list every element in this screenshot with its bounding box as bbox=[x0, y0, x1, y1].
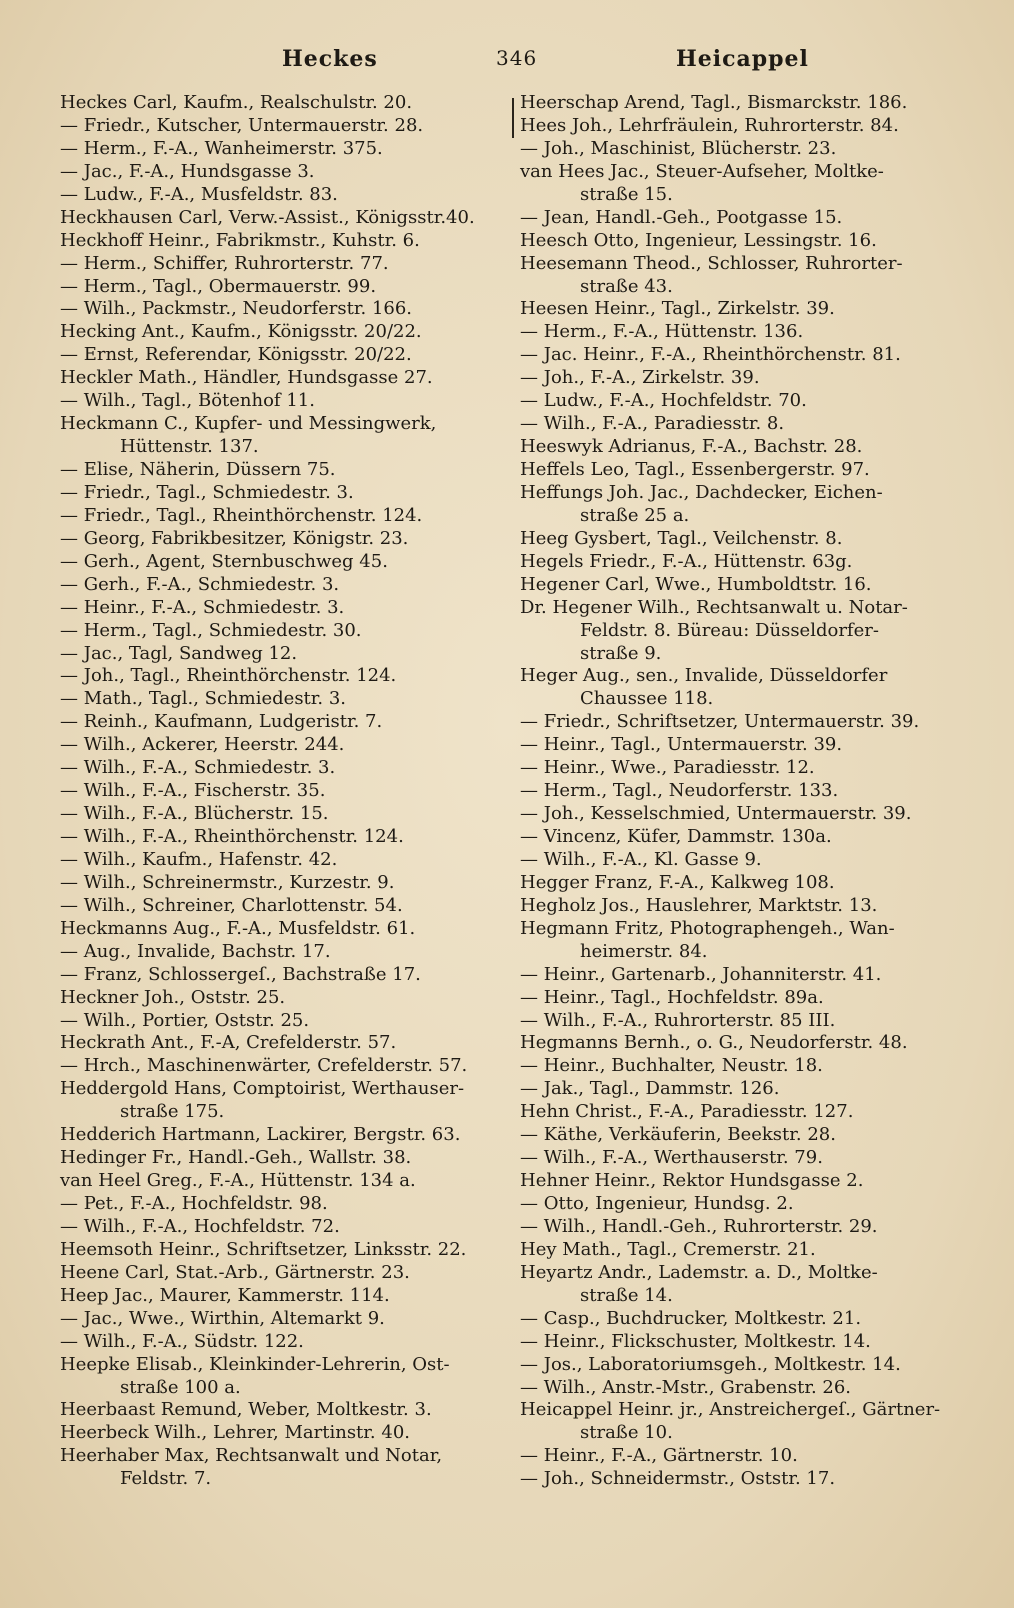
directory-entry-continuation: straße 175. bbox=[120, 1101, 225, 1123]
directory-entry: — Joh., Tagl., Rheinthörchenstr. 124. bbox=[60, 665, 397, 687]
left-column bbox=[60, 92, 490, 1491]
directory-entry: Hedinger Fr., Handl.-Geh., Wallstr. 38. bbox=[60, 1147, 412, 1169]
directory-entry: Heemsoth Heinr., Schriftsetzer, Linksstr. 22. bbox=[60, 1238, 467, 1260]
directory-entry: — Reinh., Kaufmann, Ludgeristr. 7. bbox=[60, 711, 383, 733]
directory-entry-continuation: straße 25 a. bbox=[580, 504, 690, 526]
directory-entry: — Jean, Handl.-Geh., Pootgasse 15. bbox=[520, 206, 843, 228]
directory-entry: — Jos., Laboratoriumsgeh., Moltkestr. 14. bbox=[520, 1353, 901, 1375]
directory-entry: Heffels Leo, Tagl., Essenbergerstr. 97. bbox=[520, 459, 870, 480]
directory-entry: Hegholz Jos., Hauslehrer, Marktstr. 13. bbox=[520, 894, 878, 916]
directory-entry: — Jac. Heinr., F.-A., Rheinthörchenstr. 81. bbox=[520, 344, 901, 366]
directory-entry: — Wilh., Ackerer, Heerstr. 244. bbox=[60, 734, 345, 756]
directory-entry: Heerbaast Remund, Weber, Moltkestr. 3. bbox=[60, 1399, 432, 1421]
directory-entry: — Heinr., Tagl., Untermauerstr. 39. bbox=[520, 734, 843, 756]
directory-entry: — Herm., F.-A., Hüttenstr. 136. bbox=[520, 321, 804, 343]
directory-entry: Hehn Christ., F.-A., Paradiesstr. 127. bbox=[520, 1101, 854, 1123]
directory-entry: — Herm., Tagl., Neudorferstr. 133. bbox=[520, 780, 839, 802]
directory-entry: — Wilh., Anstr.-Mstr., Grabenstr. 26. bbox=[520, 1376, 852, 1398]
directory-entry: — Wilh., F.-A., Werthauserstr. 79. bbox=[520, 1147, 823, 1169]
page-header bbox=[0, 46, 1014, 80]
directory-entry: — Herm., Tagl., Obermauerstr. 99. bbox=[60, 275, 377, 297]
directory-entry: Heep Jac., Maurer, Kammerstr. 114. bbox=[60, 1284, 390, 1306]
directory-entry: — Heinr., Gartenarb., Johanniterstr. 41. bbox=[520, 963, 882, 985]
directory-entry: — Wilh., F.-A., Schmiedestr. 3. bbox=[60, 757, 336, 779]
directory-entry: Heeg Gysbert, Tagl., Veilchenstr. 8. bbox=[520, 527, 843, 549]
directory-entry-continuation: Feldstr. 8. Büreau: Düsseldorfer- bbox=[580, 619, 879, 641]
directory-entry-continuation: straße 9. bbox=[580, 642, 662, 664]
directory-entry-continuation: heimerstr. 84. bbox=[580, 940, 708, 962]
directory-entry: — Herm., Schiffer, Ruhrorterstr. 77. bbox=[60, 252, 389, 274]
directory-entry: — Herm., Tagl., Schmiedestr. 30. bbox=[60, 619, 362, 641]
directory-entry: Heesemann Theod., Schlosser, Ruhrorter- bbox=[520, 252, 903, 274]
directory-entry-continuation: Feldstr. 7. bbox=[120, 1468, 212, 1490]
directory-entry: Hehner Heinr., Rektor Hundsgasse 2. bbox=[520, 1170, 864, 1192]
directory-entry: — Wilh., F.-A., Rheinthörchenstr. 124. bbox=[60, 826, 404, 847]
directory-entry: Hey Math., Tagl., Cremerstr. 21. bbox=[520, 1238, 816, 1260]
directory-entry: — Friedr., Kutscher, Untermauerstr. 28. bbox=[60, 114, 424, 136]
directory-entry: — Wilh., Portier, Oststr. 25. bbox=[60, 1009, 310, 1031]
directory-entry: — Ludw., F.-A., Hochfeldstr. 70. bbox=[520, 390, 807, 412]
directory-entry: — Wilh., F.-A., Fischerstr. 35. bbox=[60, 780, 326, 802]
directory-entry: — Joh., Schneidermstr., Oststr. 17. bbox=[520, 1468, 836, 1490]
directory-entry: — Wilh., Schreiner, Charlottenstr. 54. bbox=[60, 894, 403, 916]
directory-entry: — Aug., Invalide, Bachstr. 17. bbox=[60, 940, 331, 962]
directory-entry: — Franz, Schlossergeſ., Bachstraße 17. bbox=[60, 963, 421, 985]
directory-entry: Heckes Carl, Kaufm., Realschulstr. 20. bbox=[60, 92, 413, 113]
directory-entry: Hecking Ant., Kaufm., Königsstr. 20/22. bbox=[60, 321, 422, 343]
directory-entry: — Ernst, Referendar, Königsstr. 20/22. bbox=[60, 344, 412, 366]
directory-entry: — Heinr., Tagl., Hochfeldstr. 89a. bbox=[520, 986, 824, 1008]
directory-entry: Hegener Carl, Wwe., Humboldtstr. 16. bbox=[520, 573, 872, 595]
directory-entry: — Gerh., Agent, Sternbuschweg 45. bbox=[60, 550, 388, 572]
directory-entry: Heerbeck Wilh., Lehrer, Martinstr. 40. bbox=[60, 1422, 410, 1444]
directory-entry: Heerhaber Max, Rechtsanwalt und Notar, bbox=[60, 1445, 443, 1467]
directory-entry: — Friedr., Schriftsetzer, Untermauerstr. 39. bbox=[520, 711, 920, 733]
directory-entry: Heepke Elisab., Kleinkinder-Lehrerin, Ost- bbox=[60, 1353, 450, 1375]
directory-entry-continuation: straße 10. bbox=[580, 1422, 673, 1444]
directory-entry-continuation: straße 15. bbox=[580, 183, 673, 205]
directory-entry: Hegels Friedr., F.-A., Hüttenstr. 63g. bbox=[520, 550, 853, 572]
directory-entry: Heffungs Joh. Jac., Dachdecker, Eichen- bbox=[520, 481, 883, 503]
directory-entry: — Vincenz, Küfer, Dammstr. 130a. bbox=[520, 826, 832, 847]
directory-entry: Hees Joh., Lehrfräulein, Ruhrorterstr. 84. bbox=[520, 114, 899, 136]
directory-entry-continuation: straße 14. bbox=[580, 1284, 673, 1306]
directory-entry: — Jac., Tagl, Sandweg 12. bbox=[60, 642, 298, 664]
directory-entry: — Käthe, Verkäuferin, Beekstr. 28. bbox=[520, 1124, 836, 1146]
directory-entry: — Jak., Tagl., Dammstr. 126. bbox=[520, 1078, 780, 1100]
directory-entry: Heckler Math., Händler, Hundsgasse 27. bbox=[60, 367, 433, 389]
directory-entry: — Joh., Kesselschmied, Untermauerstr. 39. bbox=[520, 803, 912, 825]
directory-entry: — Wilh., Tagl., Bötenhof 11. bbox=[60, 390, 315, 412]
directory-entry: Heddergold Hans, Comptoirist, Werthauser- bbox=[60, 1078, 465, 1100]
directory-entry-continuation: straße 43. bbox=[580, 275, 673, 297]
directory-entry: Heckhoff Heinr., Fabrikmstr., Kuhstr. 6. bbox=[60, 229, 420, 251]
directory-entry: van Hees Jac., Steuer-Aufseher, Moltke- bbox=[520, 160, 884, 182]
directory-entry: — Pet., F.-A., Hochfeldstr. 98. bbox=[60, 1193, 328, 1214]
directory-entry: Heger Aug., sen., Invalide, Düsseldorfer bbox=[520, 665, 888, 687]
right-column bbox=[520, 92, 960, 1491]
directory-entry: Heeswyk Adrianus, F.-A., Bachstr. 28. bbox=[520, 436, 863, 458]
directory-entry: — Wilh., Schreinermstr., Kurzestr. 9. bbox=[60, 871, 395, 893]
column-divider bbox=[512, 98, 514, 138]
directory-entry: — Wilh., F.-A., Kl. Gasse 9. bbox=[520, 848, 762, 870]
directory-entry: — Casp., Buchdrucker, Moltkestr. 21. bbox=[520, 1307, 862, 1329]
directory-entry: Dr. Hegener Wilh., Rechtsanwalt u. Notar- bbox=[520, 596, 908, 618]
directory-entry: Heckhausen Carl, Verw.-Assist., Königsstr.40. bbox=[60, 206, 475, 228]
directory-entry: — Heinr., Flickschuster, Moltkestr. 14. bbox=[520, 1330, 871, 1352]
directory-entry-continuation: Chaussee 118. bbox=[580, 688, 714, 710]
directory-entry: — Elise, Näherin, Düssern 75. bbox=[60, 459, 336, 480]
directory-entry: Hegmann Fritz, Photographengeh., Wan- bbox=[520, 917, 895, 939]
directory-entry: Heyartz Andr., Lademstr. a. D., Moltke- bbox=[520, 1261, 878, 1283]
directory-entry: — Wilh., F.-A., Blücherstr. 15. bbox=[60, 803, 329, 825]
directory-entry: — Joh., F.-A., Zirkelstr. 39. bbox=[520, 367, 760, 389]
directory-entry: Hegger Franz, F.-A., Kalkweg 108. bbox=[520, 871, 835, 893]
page-number: 346 bbox=[496, 46, 538, 70]
directory-entry: Heckner Joh., Oststr. 25. bbox=[60, 986, 286, 1008]
directory-entry: Heene Carl, Stat.-Arb., Gärtnerstr. 23. bbox=[60, 1261, 410, 1283]
directory-entry: Heesch Otto, Ingenieur, Lessingstr. 16. bbox=[520, 229, 877, 251]
directory-entry: Heckmanns Aug., F.-A., Musfeldstr. 61. bbox=[60, 917, 416, 939]
directory-entry: — Herm., F.-A., Wanheimerstr. 375. bbox=[60, 137, 383, 159]
directory-entry: — Wilh., Kaufm., Hafenstr. 42. bbox=[60, 848, 338, 870]
directory-entry: Heckmann C., Kupfer- und Messingwerk, bbox=[60, 413, 437, 435]
directory-entry: — Math., Tagl., Schmiedestr. 3. bbox=[60, 688, 347, 710]
directory-entry: Heckrath Ant., F.-A, Crefelderstr. 57. bbox=[60, 1032, 397, 1054]
directory-entry: Heesen Heinr., Tagl., Zirkelstr. 39. bbox=[520, 298, 835, 320]
directory-entry: — Wilh., Handl.-Geh., Ruhrorterstr. 29. bbox=[520, 1215, 878, 1237]
directory-entry-continuation: Hüttenstr. 137. bbox=[120, 436, 259, 458]
directory-entry: — Wilh., F.-A., Südstr. 122. bbox=[60, 1330, 304, 1352]
directory-entry: — Wilh., F.-A., Hochfeldstr. 72. bbox=[60, 1215, 340, 1237]
directory-entry: — Wilh., F.-A., Ruhrorterstr. 85 III. bbox=[520, 1009, 836, 1031]
directory-entry: — Heinr., F.-A., Schmiedestr. 3. bbox=[60, 596, 345, 618]
directory-entry: — Wilh., F.-A., Paradiesstr. 8. bbox=[520, 413, 785, 435]
directory-entry: — Heinr., Wwe., Paradiesstr. 12. bbox=[520, 757, 815, 779]
running-head-left: Heckes bbox=[282, 46, 378, 72]
directory-entry: — Gerh., F.-A., Schmiedestr. 3. bbox=[60, 573, 340, 595]
directory-entry: — Otto, Ingenieur, Hundsg. 2. bbox=[520, 1193, 794, 1214]
directory-entry: — Hrch., Maschinenwärter, Crefelderstr. 57. bbox=[60, 1055, 468, 1077]
running-head-right: Heicappel bbox=[676, 46, 809, 72]
directory-entry: Heicappel Heinr. jr., Anstreichergeſ., Gärtner- bbox=[520, 1399, 941, 1421]
directory-entry: — Ludw., F.-A., Musfeldstr. 83. bbox=[60, 183, 338, 205]
directory-entry: — Joh., Maschinist, Blücherstr. 23. bbox=[520, 137, 837, 159]
directory-entry-continuation: straße 100 a. bbox=[120, 1376, 241, 1398]
directory-entry: — Wilh., Packmstr., Neudorferstr. 166. bbox=[60, 298, 413, 320]
directory-entry: van Heel Greg., F.-A., Hüttenstr. 134 a. bbox=[60, 1170, 416, 1192]
directory-entry: — Georg, Fabrikbesitzer, Königstr. 23. bbox=[60, 527, 409, 549]
directory-entry: — Jac., Wwe., Wirthin, Altemarkt 9. bbox=[60, 1307, 385, 1329]
directory-entry: Heerschap Arend, Tagl., Bismarckstr. 186. bbox=[520, 92, 908, 113]
directory-entry: Hedderich Hartmann, Lackirer, Bergstr. 63. bbox=[60, 1124, 461, 1146]
directory-entry: Hegmanns Bernh., o. G., Neudorferstr. 48. bbox=[520, 1032, 908, 1054]
directory-entry: — Friedr., Tagl., Rheinthörchenstr. 124. bbox=[60, 504, 423, 526]
directory-entry: — Heinr., F.-A., Gärtnerstr. 10. bbox=[520, 1445, 798, 1467]
directory-entry: — Jac., F.-A., Hundsgasse 3. bbox=[60, 160, 315, 182]
directory-entry: — Heinr., Buchhalter, Neustr. 18. bbox=[520, 1055, 823, 1077]
directory-entry: — Friedr., Tagl., Schmiedestr. 3. bbox=[60, 481, 354, 503]
